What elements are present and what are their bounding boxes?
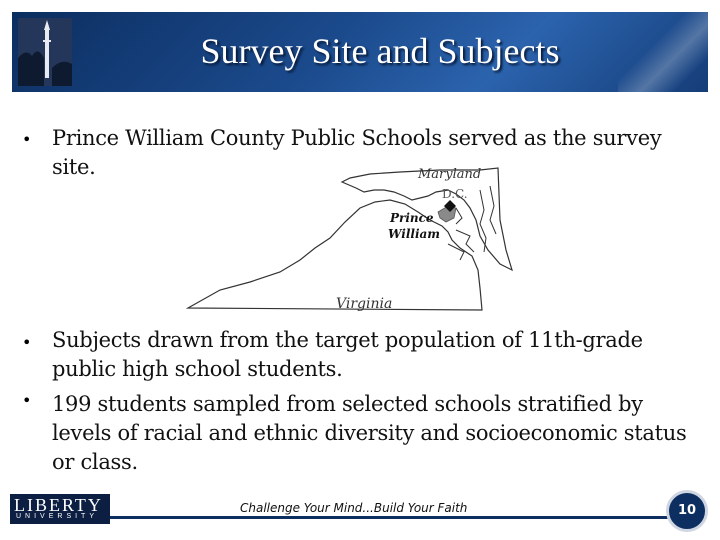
bullet-3-line-2: levels of racial and ethnic diversity and socioeconomic status bbox=[52, 421, 687, 445]
footer-divider bbox=[110, 516, 670, 519]
bullet-2-line-1: Subjects drawn from the target population of 11th-grade bbox=[52, 328, 643, 352]
slide-title: Survey Site and Subjects bbox=[200, 31, 560, 71]
prince-william-label-1: Prince bbox=[390, 211, 434, 225]
liberty-university-logo bbox=[10, 494, 110, 524]
bullet-2-line-2: public high school students. bbox=[52, 357, 343, 381]
dc-label: D.C. bbox=[442, 187, 468, 201]
title-bar bbox=[12, 12, 708, 92]
logo-wordmark: LIBERTY bbox=[14, 495, 103, 515]
title-glare bbox=[618, 12, 708, 92]
virginia-label: Virginia bbox=[336, 296, 393, 312]
bullet-3-line-1: 199 students sampled from selected schools stratified by bbox=[52, 392, 643, 416]
bullet-icon: • bbox=[22, 333, 32, 352]
logo-subtitle: UNIVERSITY bbox=[16, 513, 99, 520]
bullet-3-line-3: or class. bbox=[52, 450, 138, 474]
bullet-1-line-1: Prince William County Public Schools served as the survey bbox=[52, 126, 662, 150]
bullet-icon: • bbox=[22, 391, 32, 410]
virginia-outline bbox=[188, 200, 482, 310]
prince-william-label-2: William bbox=[388, 227, 440, 241]
bullet-icon: • bbox=[22, 130, 32, 149]
footer-tagline: Challenge Your Mind...Build Your Faith bbox=[240, 501, 468, 515]
university-tower-logo bbox=[18, 18, 72, 86]
bullet-1-line-2: site. bbox=[52, 155, 96, 179]
page-number-badge: 10 bbox=[666, 490, 708, 532]
virginia-map bbox=[180, 160, 520, 320]
maryland-label: Maryland bbox=[418, 167, 482, 182]
